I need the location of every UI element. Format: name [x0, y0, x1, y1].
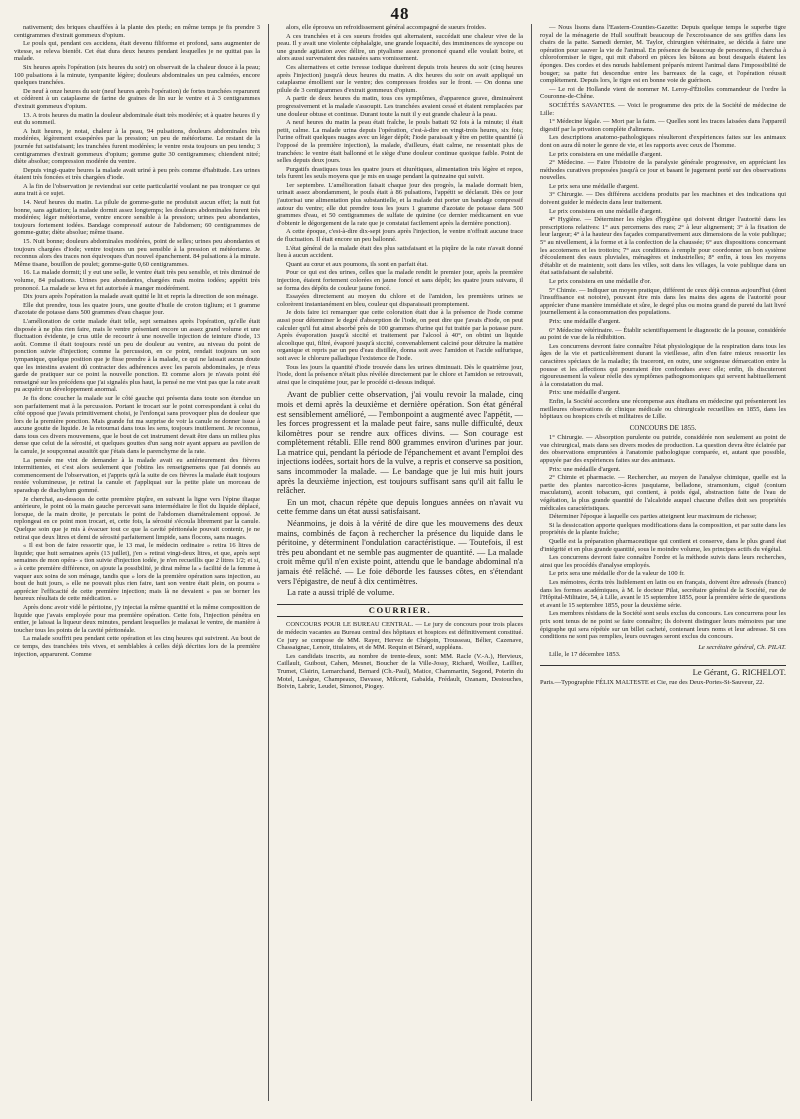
paragraph: Quelle est la préparation pharmaceutique qui contient et conserve, dans le plus grand état d'intégrité et en plus grande quantité, sous le moindre volume, les principes actifs du végétal.	[540, 538, 786, 553]
courrier-section	[277, 621, 523, 690]
paragraph: Dix jours après l'opération la malade avait quitté le lit et repris la direction de son ménage.	[23, 293, 259, 301]
paragraph: Essayées directement au moyen du chlore et de l'amidon, les premières urines se colorèrent instantanément en bleu, couleur qui disparaissait promptement.	[277, 293, 523, 308]
paragraph: 5° Chimie. — Indiquer un moyen pratique, différent de ceux déjà connus aujourd'hui (dont l'insuffisance est notoire), pouvant être mis dans les mains des agens de l'autorité pour apprécier d'une manière immédiate et sûre, le degré plus ou moins grand de pureté du lait livré journellement à la consommation des populations.	[540, 286, 786, 317]
paragraph: A neuf heures du matin la peau était fraîche, le pouls battait 92 fois à la minute; il était petit, calme. La malade urina depuis l'opération, c'est-à-dire en vingt-trois heures, six fois; l'urine offrait quelques nuages avec un léger dépôt; l'iode paraissait y être en petite quantité (à l'opposé de la première injection), la malade, d'ailleurs, était calme, ne ressentait plus de tranchées: le ventre était ballonné et le siège d'une douleur continue quoique faible. Point de selles depuis deux jours.	[277, 119, 523, 165]
paragraph: Prix: une médaille d'argent.	[549, 389, 621, 397]
paragraph: A partir de deux heures du matin, tous ces symptômes, d'apparence grave, diminuèrent progressivement et la malade s'assoupit. Les tranchées avaient cessé et étaient remplacées par une douleur obtuse et continue. Durant toute la nuit il y eut grande chaleur à la peau.	[277, 95, 523, 118]
paragraph: Le prix consistera en une médaille d'argent.	[549, 207, 663, 215]
paragraph: De neuf à onze heures du soir (neuf heures après l'opération) de fortes tranchées reparurent et cédèrent à un cataplasme de farine de graines de lin sur le ventre et à 3 centigrammes d'extrait gommeux d'opium.	[14, 87, 260, 110]
paragraph: 1er septembre. L'amélioration faisait chaque jour des progrès, la malade dormait bien, urinait assez abondamment, le pouls était à 86 pulsations, l'appétit se déclarait. Dès ce jour j'autorisai une alimentation plus substantielle, et la malade dut porter un bandage compressif autour du ventre; elle dut prendre tous les jours 1 gramme d'azotate de potasse dans 500 grammes d'eau, et 50 centigrammes de sulfate de quinine (ce dernier médicament en vue d'obtenir le dégorgement de la rate que je constatai facilement après la dernière ponction).	[277, 181, 523, 227]
paragraph: Si la dessiccation apporte quelques modifications dans la composition, et par suite dans les propriétés de la plante fraîche;	[540, 521, 786, 537]
paragraph: Je cherchai, au-dessous de cette première piqûre, en suivant la ligne vers l'épine iliaque antérieure, le point où la main gauche percevait sans intermédiaire le flot du liquide déplacé, lorsque, de la main droite, je percutais le point de l'abdomen diamétralement opposé. Je replongeai en ce point mon trocart, et, cette fois, la sérosité s'écoula librement par la canule. Quelque soin que je mis à évacuer tout ce que la cavité péritonéale pouvait contenir, je ne retirai que deux litres et demi de sérosité parfaitement limpide, sans flocons, sans nuages.	[14, 495, 260, 541]
column-2	[277, 24, 523, 1101]
paragraph: Après donc avoir vidé le péritoine, j'y injectai la même quantité et la même composition de liquide que j'avais employée pour ma première opération. Cette fois, l'injection pénétra en entier, je laissai la liqueur deux minutes, pendant lesquelles je malaxai le ventre, de manière à toucher tous les points de la cavité péritonéale.	[14, 603, 260, 634]
paragraph: 1° Médecine légale. — Mort par la faim. — Quelles sont les traces laissées dans l'appareil digestif par la privation complète d'alimens.	[540, 118, 786, 133]
paragraph: A huit heures, je notai, chaleur à la peau, 94 pulsations, douleurs abdominales très modérées, légèrement exaspérées par la pression; un peu de météorisme. Le restant de la journée fut satisfaisant; les tranchées furent modérées; le ventre resta toujours un peu tendu; 3 centigrammes d'extrait gommeux d'opium; gomme gutte 30 centigrammes; chiendent nitré; diète absolue; compression modérée du ventre.	[14, 127, 260, 166]
paragraph: 2° Chimie et pharmacie. — Rechercher, au moyen de l'analyse chimique, quelle est la partie des plantes narcotico-âcres jusquiame, belladone, stramonium, ciguë (conium maculatum), aconit tobacum, qui contient, à poids égal, abstraction faite de l'eau de végétation, la plus grande quantité de l'alcaloïde auquel chacune d'elles doit ses propriétés médicales caractéristiques.	[540, 474, 786, 512]
paragraph: Les candidats inscrits, au nombre de trente-deux, sont: MM. Racle (V.-A.), Hervieux, Caillault, Guibout, Cahen, Mesnet, Boucher de la Ville-Jossy, Richard, Woillez, Laillier, Trumet, Clairin, Lemarchand, Bernard (Ch.-Paul), Matice, Chammartin, Segond, Poterin du Motel, Lasègue, Champeaux, Davasse, Milcent, Gabalda, Frédault, Ozanam, Destouches, Boivin, Labric, Leudet, Simonot, Piogey.	[277, 652, 523, 691]
paragraph: 3° Chirurgie. — Des différens accidens produits par les machines et des indications qui doivent guider le médecin dans leur traitement.	[540, 191, 786, 207]
paragraph: 14. Neuf heures du matin. La pilule de gomme-gutte ne produisit aucun effet; la nuit fut bonne, sans agitation; la malade dormit assez longtemps; les douleurs abdominales furent très modérées; léger météorisme, ventre encore sensible à la pression; urines peu abondantes, toujours fortement iodées. Bandage compressif autour de l'abdomen; 60 centigrammes de gomme-gutte; diète absolue; même tisane.	[14, 199, 260, 237]
paragraph: La pensée me vint de demander à la malade avait eu antérieurement des fièvres intermittentes, et c'est alors seulement que j'obtins les renseignemens que j'ai donnés au commencement de l'observation, et j'appris qu'à la suite de ces fièvres la malade était toujours restée volumineuse, je retirai la canule et j'appliquai sur la petite plaie un morceau de sparadrap de diachylum gommé.	[14, 456, 260, 495]
paragraph: CONCOURS POUR LE BUREAU CENTRAL. — Le jury de concours pour trois places de médecin vacantes au Bureau central des hôpitaux et hospices est définitivement constitué. Ce jury se compose de MM. Rayer, Hervez de Chégoin, Trousseau, Bélier, Cazenave, Chassaignac, Lenoir, titulaires, et de MM. Requin et Bérard, suppléans.	[277, 621, 523, 652]
dateline: Lille, le 17 décembre 1853.	[549, 651, 621, 659]
observation-conclusion	[277, 390, 523, 597]
paragraph: Les membres résidans de la Société sont seuls exclus du concours. Les concurrens pour les prix sont tenus de ne point se faire connaître; ils doivent distinguer leurs mémoires par une épigraphe qui sera répétée sur un billet cacheté, contenant leurs noms et leur adresse. Si ces conditions ne sont pas remplies, leurs ouvrages seront exclus du concours.	[540, 610, 786, 641]
paragraph: 1° Chirurgie. — Absorption purulente ou putride, considérée non seulement au point de vue chirurgical, mais dans ses divers modes de production. La question devra être éclairée par des observations empruntées à l'anatomie pathologique comparée, et, autant que possible, appuyée par des expériences faites sur des animaux.	[540, 434, 786, 465]
paragraph: 13. A trois heures du matin la douleur abdominale était très modérée; et à quatre heures il y eut du sommeil.	[14, 111, 260, 127]
concours-heading: CONCOURS DE 1855.	[629, 423, 697, 432]
paragraph: — Le roi de Hollande vient de nommer M. Leroy-d'Étiolles commandeur de l'ordre la Couronne-de-Chêne.	[540, 85, 786, 101]
paragraph: Les concurrens devront faire connaître l'état physiologique de la respiration dans tous les âges de la vie et particulièrement durant la vieillesse, afin d'en faire mieux ressortir les caractères spéciaux de la maladie; ils traceront, en outre, une soigneuse démarcation entre la pousse et les affections qui pourraient être confondues avec elle; enfin, ils discuteront rigoureusement la valeur réelle des symptômes pathognomoniques qui servent habituellement à la constatation du mal.	[540, 342, 786, 388]
column-divider	[268, 24, 269, 1101]
paragraph: Je fis donc coucher la malade sur le côté gauche qui présenta dans toute son étendue un son parfaitement mat à la percussion. Portant le trocart sur le point correspondant à celui du côté opposé que j'avais primitivement choisi, je l'enfonçai sans provoquer plus de douleur que lors de la première ponction. Mais grande fut ma surprise de voir la canule ne donner issue à aucune goutte de liquide. Je la retournai dans tous les sens, toujours inutilement. Je reconnus, dans tous ces divers mouvemens, que le bout de cet instrument devait être dans un milieu plus dense que celui de la sérosité, et quelques gouttes d'un sang noir ayant apparu au pavillon de la canule, je soupçonnai aussitôt que j'étais dans le parenchyme de la rate.	[14, 394, 260, 456]
secretary-signature: Le secrétaire général, Ch. PILAT.	[698, 643, 786, 651]
paragraph: Ces alternatives et cette ivresse iodique durèrent depuis trois heures du soir (cinq heures après l'injection) jusqu'à deux heures du matin. A dix heures du soir on avait appliqué un cataplasme émollient sur le ventre; des compresses froides sur le front. — On donna une pilule de 3 centigrammes d'extrait gommeux d'opium.	[277, 63, 523, 94]
paragraph: 4° Hygiène. — Déterminer les règles d'hygiène qui doivent diriger l'autorité dans les prescriptions relatives: 1° aux percemens des rues; 2° à leur alignement; 3° à la fixation de leur largeur; 4° à la hauteur des façades comparativement aux dimensions de la voie publique; 5° au nivellement, à la forme et à la confection de la chaussée; 6° aux dispositions concernant les accotemens et les trottoirs; 7° aux conditions à remplir pour coordonner un bon système d'écoulement des eaux pluviales, ménagères et industrielles; 8° enfin, à tous les moyens d'établir et de maintenir, soit dans les villes, soit dans les villages, la voie publique dans un état satisfaisant de salubrité.	[540, 216, 786, 277]
paragraph: Prix: une médaille d'argent.	[549, 465, 621, 473]
paragraph: Avant de publier cette observation, j'ai voulu revoir la malade, cinq mois et demi après la deuxième et dernière opération. Son état général est sensiblement amélioré, — l'embonpoint a augmenté avec l'appétit, — les forces progressent et la malade peut faire, sans nulle difficulté, deux kilomètres pour se rendre aux offices divins. — Son courage est complètement rétabli. Elle rend 800 grammes environ d'urines par jour. La matrice qui, pendant la période de l'épanchement et avant l'emploi des injections iodées, sortait hors de la vulve, a repris et conserve sa position, sans incommoder la malade. — Le bandage que je lui mis huit jours après la deuxième injection, est toujours suffisant sans qu'il ait fallu le relâcher.	[277, 390, 523, 496]
paragraph: La malade souffrit peu pendant cette opération et les cinq heures qui suivirent. Au bout de ce temps, des tranchées très vives, et semblables à celles déjà décrites lors de la première injection, apparurent. Comme	[14, 635, 260, 658]
concours-section	[540, 434, 786, 640]
paragraph: Les descriptions anatomo-pathologiques résulteront d'expériences faites sur les animaux dont on aura dû noter le genre de vie, et les rapports avec ceux de l'homme.	[540, 134, 786, 149]
paragraph: A ces tranchées et à ces sueurs froides qui alternaient, succédait une chaleur vive de la peau. Il y avait une violente céphalalgie, une grande loquacité, des imminences de syncope ou une grande agitation avec délire, un ptyalisme assez prononcé quand elle voulait boire, et alors aussi survenaient des nausées sans vomissement.	[277, 32, 523, 63]
paragraph: 6° Médecine vétérinaire. — Établir scientifiquement le diagnostic de la pousse, considérée au point de vue de la rédhibition.	[540, 326, 786, 342]
paragraph: La rate a aussi triplé de volume.	[287, 588, 395, 598]
paragraph: Les mémoires, écrits très lisiblement en latin ou en français, doivent être adressés (franco) dans les formes académiques, à M. le docteur Pilat, secrétaire général de la Société, rue de l'Hôpital-Militaire, 54, à Lille, avant le 15 septembre 1855, pour la première série de questions et avant le 15 septembre 1855, pour la deuxième série.	[540, 578, 786, 609]
paragraph: alors, elle éprouva un refroidissement général accompagné de sueurs froides.	[286, 24, 487, 31]
paragraph: Néanmoins, je dois à la vérité de dire que les mouvemens des deux mains, combinés de façon à rechercher la présence du liquide dans le péritoine, y déterminent l'ondulation caractéristique. — Toutefois, il est très peu abondant et ne semble pas augmenter de quantité. — La malade croit même qu'il n'en existe point, attendu que le bandage abdominal n'a jamais été relâché. — Le foie déborde les fausses côtes, en s'étendant vers l'épigastre, de neuf à dix centimètres.	[277, 519, 523, 586]
paragraph: 2° Médecine. — Faire l'histoire de la paralysie générale progressive, en appréciant les méthodes curatives proposées jusqu'à ce jour et basant le jugement porté sur des observations nouvelles.	[540, 159, 786, 182]
column-1	[14, 24, 260, 1101]
paragraph: Pour ce qui est des urines, celles que la malade rendit le premier jour, après la première injection, étaient fortement colorées en jaune foncé et sans dépôt; les quatre jours suivans, il se forma des dépôts de couleur jaune foncé.	[277, 269, 523, 292]
paragraph: 15. Nuit bonne; douleurs abdominales modérées, point de selles; urines peu abondantes et toujours chargées d'iode; ventre toujours un peu sensible à la pression et météorisme. Je reconnus alors des traces non équivoques d'un nouvel épanchement. 84 pulsations à la minute. Même tisane, bouillon de poulet; gomme-gutte 0,60 centigrammes.	[14, 238, 260, 268]
news-and-societies	[540, 24, 786, 421]
paragraph: Les concurrens devront faire connaître l'ordre et la méthode suivis dans leurs recherches, ainsi que les procédés d'analyse employés.	[540, 554, 786, 569]
paragraph: Tous les jours la quantité d'iode trouvée dans les urines diminuait. Dès le quatrième jour, l'iode, dont la présence n'était plus révélée directement par le chlore et l'amidon se retrouvait, ainsi que le cinquième jour, par le procédé ci-dessus indiqué.	[277, 363, 523, 386]
paragraph: Depuis vingt-quatre heures la malade avait uriné à peu près comme d'habitude. Les urines étaient très foncées et très chargées d'iode.	[14, 166, 260, 182]
paragraph: Prix: une médaille d'argent.	[549, 317, 621, 325]
observation-continued	[277, 24, 523, 386]
printer-line: Paris.—Typographie FÉLIX MALTESTE et Cie, rue des Deux-Portes-St-Sauveur, 22.	[540, 678, 764, 686]
paragraph: Le prix consistera en une médaille d'or.	[549, 278, 652, 285]
paragraph: Six heures après l'opération (six heures du soir) on observait de la chaleur douce à la peau; 100 pulsations à la minute, tympanite légère; douleurs abdominales un peu calmées, encore quelques tranchées.	[14, 63, 260, 87]
paragraph: — Nous lisons dans l'Eastern-Counties-Gazette: Depuis quelque temps le superbe tigre royal de la ménagerie de Hull souffrait beaucoup de l'excroissance de ses griffes dans les chairs de la patte. Samedi dernier, M. Taylor, chirurgien vétérinaire, se décida à faire une opération pour sauver la vie de l'animal. En présence de beaucoup de personnes, il chercha à chloroformiser le tigre, qui mit d'abord en pièces les bâtons au bout desquels étaient les éponges. Des cordes et des nœuds habilement préparés mirent l'animal dans l'impossibilité de bouger; sa patte fut descendue entre les barreaux de la cage, et l'opération réussit complètement. Depuis lors, le tigre est en bonne voie de guérison.	[540, 24, 786, 85]
paragraph: A cette époque, c'est-à-dire dix-sept jours après l'injection, le ventre n'offrait aucune trace de fluctuation. Il était encore un peu ballonné.	[277, 228, 523, 244]
paragraph: En un mot, chacun répète que depuis longues années on n'avait vu cette femme dans un état aussi satisfaisant.	[277, 497, 523, 517]
paragraph: Le prix consistera en une médaille d'argent.	[549, 150, 663, 158]
paragraph: « Il est bon de faire ressortir que, le 13 mai, le médecin ordinaire » retira 16 litres de liquide; que huit semaines après (13 juillet), j'en » retirai vingt-deux litres, et que, après sept semaines de mon opéra- » tion suivie d'injection iodée, je n'en recueillis que 2 litres 1/2; et si, » à cette première différence, on ajoute la possibilité, je dirai même la » facilité de la femme à vaquer aux soins de son ménage, tandis que » lors de la première opération sans injection, au bout de huit jours, » elle ne pouvait plus rien faire, tant son ventre était plein, on pourra » apprécier l'efficacité de cette première injection; mais là ne devaient » pas se borner les heureux résultats de cette médication. »	[14, 542, 260, 603]
page-number: 48	[390, 4, 410, 23]
paragraph: L'amélioration de cette malade était telle, sept semaines après l'opération, qu'elle était disposée à ne plus rien faire, mais le ventre présentant encore un assez grand volume et une fluctuation évidente, je crus utile de recourir à une nouvelle injection de teinture d'iode, 13 août. Comme il était toujours resté un peu de douleur au ventre, au niveau du point de ponction suivie d'injection; comme la percussion, en ce point, rendait toujours un son tympanique, quelque position que je fisse prendre à la malade, ce qui ne laissait aucun doute que les intestins avaient dû contracter des adhérences avec les parois abdominales, je n'eus garde de pratiquer sur ce point la nouvelle ponction. Et comme alors je n'avais point été renseigné sur les précédens que j'ai signalés plus haut, la pensé ne me vint pas que la rate avait pu acquérir un développement anormal.	[14, 317, 260, 394]
paragraph: Elle dut prendre, tous les quatre jours, une goutte d'huile de croton tiglium; et 1 gramme d'azotate de potasse dans 500 grammes d'eau chaque jour.	[14, 301, 260, 317]
paragraph: A la fin de l'observation je reviendrai sur cette particularité voulant ne pas tronquer ce qui aura trait à ce sujet.	[14, 182, 260, 198]
columns	[14, 24, 786, 1101]
paragraph: L'état général de la malade était des plus satisfaisant et la piqûre de la rate n'avait donné lieu à aucun accident.	[277, 244, 523, 260]
paragraph: Le prix sera une médaille d'or de la valeur de 100 fr.	[549, 570, 685, 578]
paragraph: Enfin, la Société accordera une récompense aux étudians en médecine qui présenteront les meilleures observations de clinique médicale ou chirurgicale recueillies en 1855, dans les hôpitaux ou hospices civils et militaires de Lille.	[540, 397, 786, 421]
paragraph: Quant au cœur et aux poumons, ils sont en parfait état.	[286, 260, 428, 268]
paragraph: Déterminer l'époque à laquelle ces parties atteignent leur maximum de richesse;	[549, 513, 757, 521]
paragraph: SOCIÉTÉS SAVANTES. — Voici le programme des prix de la Société de médecine de Lille:	[540, 101, 786, 117]
column-divider	[531, 24, 532, 1101]
paragraph: 16. La malade dormit; il y eut une selle, le ventre était très peu sensible, et très diminué de volume, 84 pulsations. Urines peu abondantes, chargées mais moins iodées; appétit très prononcé. La malade se leva et fut autorisée à manger modérément.	[14, 269, 260, 292]
column-3	[540, 24, 786, 1101]
paragraph: Purgatifs drastiques tous les quatre jours et diurétiques, alimentation très légère et repos, tels furent les seuls moyens que je mis en usage pendant la quinzaine qui suivit.	[277, 165, 523, 181]
gerant-line: Le Gérant, G. RICHELOT.	[540, 665, 786, 677]
paragraph: Je dois faire ici remarquer que cette coloration était due à la présence de l'iode comme aussi pour déterminer le degré d'absorption de l'iode, on peut dire que j'avais d'iode, on peut calculer qu'il fut ainsi absorbé près de 100 grammes d'urine qui fut traitée par la potasse pure. Après évaporation jusqu'à siccité et traitement par l'alcool à 40°, on obtint un liquide alcoolique qui, filtré, évaporé jusqu'à siccité, convenablement calciné pour détruire la matière organique et repris par un peu d'eau distillée, donna soit avec l'amidon et l'acide sulfurique, soit avec le chlorure palladique l'existence de l'iode.	[277, 309, 523, 362]
paragraph: Le prix sera une médaille d'argent.	[549, 182, 639, 190]
courrier-heading: COURRIER.	[277, 604, 523, 618]
paragraph: nativement; des briques chauffées à la plante des pieds; en même temps je fis prendre 3 centigrammes d'extrait gommeux d'opium.	[14, 24, 260, 39]
paragraph: Le pouls qui, pendant ces accidens, était devenu filiforme et profond, sans augmenter de vitesse, se releva bientôt. Cet état dura deux heures pendant lesquelles je ne quittai pas la malade.	[14, 40, 260, 63]
